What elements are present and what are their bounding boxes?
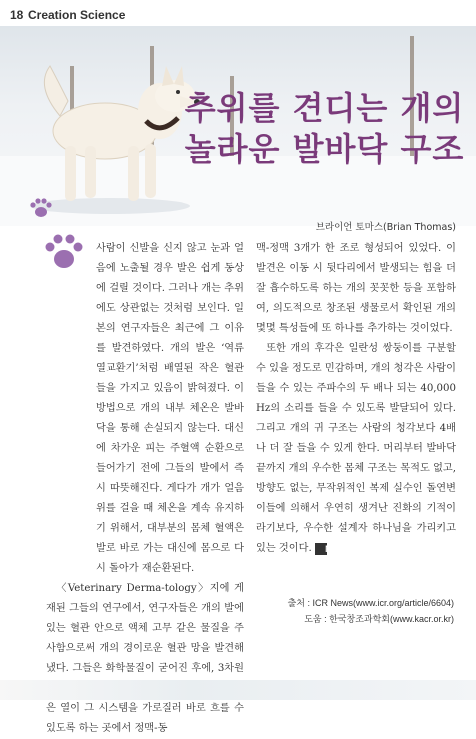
page-number: 18	[10, 8, 24, 22]
paragraph: 맥-정맥 3개가 한 조로 형성되어 있었다. 이 발견은 이동 시 뒷다리에서 발생되는 힘을 더 잘 흡수하도록 하는 개의 꼿꼿한 등을 포함하여, 의도적으로 창조된 생물로서 확인된 개의 몇몇 특성들에 또 하나를 추가하는 것이었다.	[256, 243, 456, 334]
help-credit: 도움 : 한국창조과학회(www.kacr.or.kr)	[304, 614, 454, 624]
source-credit: 출처 : ICR News(www.icr.org/article/6604)	[287, 598, 454, 608]
paw-icon-small	[28, 196, 54, 220]
title-line-2: 놀라운 발바닥 구조	[184, 130, 465, 168]
body-column-right	[256, 239, 456, 559]
end-mark-icon: N	[315, 543, 327, 555]
section-title: Creation Science	[28, 8, 126, 22]
paragraph: 사람이 신발을 신지 않고 눈과 얼음에 노출될 경우 발은 쉽게 동상에 걸릴 것이다. 그러나 개는 추위에도 상관없는 것처럼 보인다. 일본의 연구자들은 최근에 그 이유를 발견하였다. 개의 발은 ‘역류 열교환기’처럼 배열된 작은 혈관들을 가지고 있음이 밝혀졌다. 이 방법으로 개의 내부 체온은 발바닥을 통해 손실되지 않는다. 대신에 차가운 피는 주혈액 순환으로 들어가기 전에 그들의 발에서 즉시 따뜻해진다. 게다가 개가 얼음 위를 걸을 때 체온을 계속 유지하기 위해서, 대부분의 몸체 혈액은 발로 바로 가는 대신에 몸으로 다시 돌아가 재순환된다.	[96, 243, 244, 574]
body-column-left	[46, 239, 244, 739]
paragraph: 〈Veterinary Derma-tology〉지에 게재된 그들의 연구에서, 연구자들은 개의 발에 있는 혈관 안으로 액체 고무 같은 물질을 주사함으로써 개의 경이로운 혈관 망을 발견해냈다. 그들은 화학물질이 굳어진 후에, 3차원 은 열이 그 시스템을 가로질러 바로 흐를 수 있도록 하는 곳에서 정맥-동	[46, 583, 244, 734]
paragraph-text: 또한 개의 후각은 일란성 쌍둥이를 구분할 수 있을 정도로 민감하며, 개의 청각은 사람이 들을 수 있는 주파수의 두 배나 되는 40,000 Hz의 소리를 들을 수 있도록 발달되어 있다. 그리고 개의 귀 구조는 사람의 청각보다 4배나 더 잘 들을 수 있게 한다. 머리부터 발바닥 끝까지 개의 우수한 몸체 구조는 목적도 없고, 방향도 없는, 무작위적인 복제 실수인 돌연변이들에 의해서 우연히 생겨난 진화의 기적이라기보다, 우수한 설계자 하나님을 가리키고 있는 것이다.	[256, 343, 456, 554]
article-author: 브라이언 토마스(Brian Thomas)	[315, 222, 456, 233]
bottom-decor-band	[0, 680, 476, 700]
dog-illustration	[20, 46, 200, 216]
paragraph	[256, 339, 456, 559]
article-title	[182, 88, 467, 170]
page-header	[0, 0, 476, 26]
title-line-1: 추위를 견디는 개의	[184, 89, 465, 127]
